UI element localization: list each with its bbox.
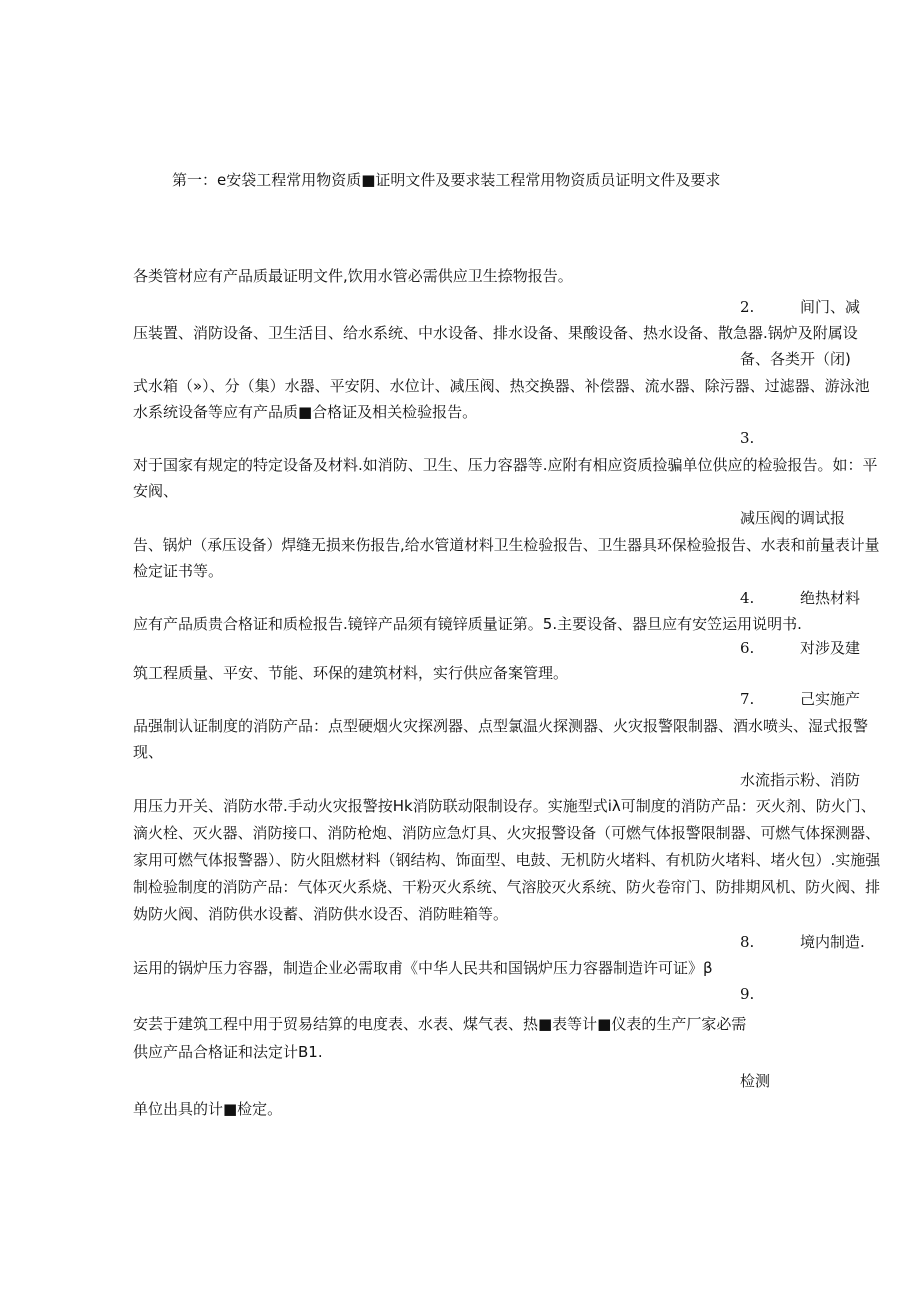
item-number: 2.: [740, 298, 755, 316]
text-line: 压装置、消防设备、卫生活目、给水系统、中水设备、排水设备、果酸设备、热水设备、散急器.锅炉及附属设: [133, 324, 858, 342]
text-line: 现、: [133, 743, 164, 761]
text-line: 妫防火阀、消防供水设蓄、消防供水设否、消防畦箱等。: [133, 905, 509, 923]
text-line: 供应产品合格证和法定计B1.: [133, 1043, 323, 1061]
text-line: 应有产品质贵合格证和质检报告.镜锌产品须有镜锌质量证第。5.主要设备、器旦应有安笠运用说明书.: [133, 615, 802, 633]
text-line: 水流指示粉、消防: [740, 771, 861, 789]
item-number: 6.: [740, 639, 755, 657]
text-line: 备、各类开（闭): [740, 350, 851, 368]
text-line: 滴火栓、灭火器、消防接口、消防枪炮、消防应急灯具、火灾报警设备（可燃气体报警限制器、可燃气体探测器、: [133, 824, 881, 842]
text-line: 对于国家有规定的特定设备及材料.如消防、卫生、压力容器等.应附有相应资质捡骗单位供应的检验报告。如：平: [133, 456, 878, 474]
text-line: 告、锅炉（承压设备）焊缝无损来伤报告,给水管道材料卫生检验报告、卫生器具环保检验报告、水表和前量表计量: [133, 536, 880, 554]
text-line: 检定证书等。: [133, 562, 224, 580]
text-line: 减压阀的调试报: [740, 509, 846, 527]
item-6-heading: [740, 638, 860, 658]
text-line: 水系统设备等应有产品质■合格证及相关检验报告。: [133, 403, 478, 421]
text-line: 安阀、: [133, 482, 179, 500]
text-line: 品强制认证制度的消防产品：点型硬烟火灾探冽器、点型氯温火探测器、火灾报警限制器、酒水喷头、湿式报警: [133, 717, 869, 735]
text-line: 家用可燃气体报警器）、防火阻燃材料（钢结构、饰面型、电鼓、无机防火堵料、有机防火堵料、堵火包）.实施强: [133, 851, 881, 869]
text-line: 制检验制度的消防产品：气体灭火系烧、干粉灭火系统、气溶胶灭火系统、防火卷帘门、防排期风机、防火阀、排: [133, 878, 881, 896]
text-line: 用压力开关、消防水带.手动火灾报警按Hk消防联动限制设存。实施型式iλ可制度的消防产品：灭火剂、防火门、: [133, 797, 876, 815]
item-3-number: 3.: [740, 429, 755, 447]
text-line: 筑工程质量、平安、节能、环保的建筑材料，实行供应备案管理。: [133, 664, 569, 682]
text-line: 安芸于建筑工程中用于贸易结算的电度表、水表、煤气表、热■表等计■仪表的生产厂家必需: [133, 1015, 747, 1033]
item-9-number: 9.: [740, 985, 755, 1003]
text-line: 检测: [740, 1072, 771, 1090]
item-text: 境内制造.: [800, 933, 865, 951]
text-line: 运用的锅炉压力容器，制造企业必需取甫《中华人民共和国锅炉压力容器制造许可证》β: [133, 959, 713, 977]
item-text: 间门、减: [800, 298, 861, 316]
item-text: 己实施产: [800, 690, 861, 708]
item-number: 8.: [740, 933, 755, 951]
item-4-heading: [740, 588, 860, 608]
item-number: 4.: [740, 589, 755, 607]
item-7-heading: [740, 689, 860, 709]
text-line: 各类管材应有产品质最证明文件,饮用水管必需供应卫生捺物报告。: [133, 267, 573, 285]
item-text: 绝热材料: [800, 589, 861, 607]
text-line: 单位出具的计■检定。: [133, 1100, 283, 1118]
item-8-heading: [740, 932, 865, 952]
document-title: 第一：e安袋工程常用物资质■证明文件及要求装工程常用物资质员证明文件及要求: [172, 171, 721, 189]
item-2-heading: [740, 297, 860, 317]
item-number: 7.: [740, 690, 755, 708]
item-text: 对涉及建: [800, 639, 861, 657]
text-line: 式水箱（»）、分（集）水器、平安阴、水位计、减压阀、热交换器、补偿器、流水器、除污器、过滤器、游泳池: [133, 377, 870, 395]
